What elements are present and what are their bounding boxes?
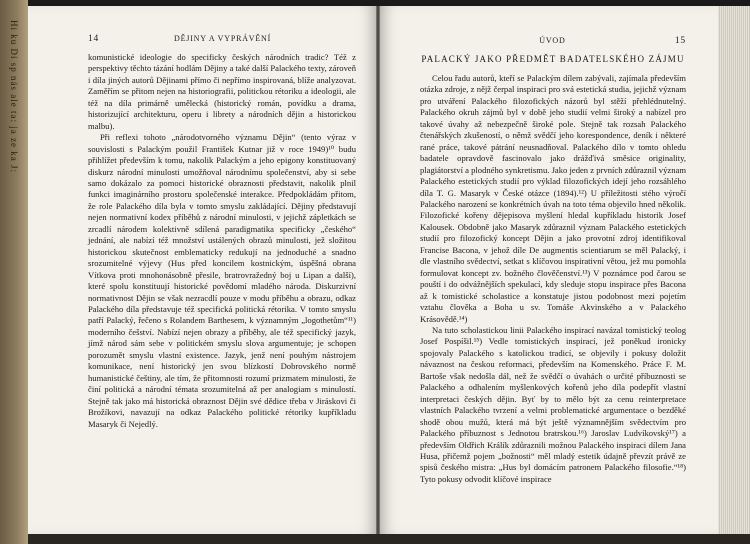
left-page-number: 14 — [88, 34, 100, 44]
right-paragraph-1: Celou řadu autorů, kteří se Palackým dílem zabývali, zajímala především otázka zdroje, z nějž čerpal inspiraci pro svá estetická studia, jejichž význam pro utváření Palackého filozofických názorů byl stěží přehlédnutelný. Palackého okruh zájmů byl v době jeho studií velmi široký a nabízel pro takové úvahy až nebezpečně široké pole. Stejně tak rozsah Palackého čtenářských zkušeností, o němž svědčí jeho korespondence, deník i některé rané práce, takové pátrání neusnadňoval. Palackého dílo v tomto ohledu badatele opravdově fascinovalo jako drážďivá směsice originality, plagiátorství a plodného synkretismu. Jako jeden z prvních zdůraznil význam Palackého estetických studií pro výklad filozofických idejí jeho rozsáhlého díla T. G. Masaryk v České otázce (1894).¹²) U příležitosti stého výročí Palackého narození se konkrétních úvah na toto téma objevilo hned několik. Filozofické kořeny dějepisova myšlení hledal kupříkladu historik Josef Kalousek. Obdobně jako Masaryk zdůraznil význam Palackého estetických studií pro filozofický koncept Dějin a jako provotní zdroj identifikoval Francise Bacona, v jehož díle De augmentis scientiarum se měl Palacký, i dle vlastního svědectví, setkat s klíčovou inspirativní větou, jež mu pomohla formulovat koncept zv. božného člověčenství.¹³) V poznámce pod čarou se pouští i do odvážnějších spekulací, kdy sleduje stopu inspirace přes Bacona až k tomistické scholastice a konstatuje jistou podobnost mezi pojetím vztahu člověka a Boha u sv. Tomáše Akvinského a v Palackého Krásovědě.¹⁴) — [420, 73, 686, 324]
left-paragraph-1: komunistické ideologie do specificky českých národních tradic? Též z perspektivy těchto tázání hodlám Dějiny a také další Palackého texty, zároveň i díla jiných autorů Dějinami přímo či nepřímo inspirovaná, blíže analyzovat. Zaměřím se přitom nejen na historiografii, politickou rétoriku a ideologii, ale též na díla primárně umělecká (historický román, povídku a drama, historizující architekturu, operu i librety a národních dějin a historickou malbu). — [88, 52, 356, 131]
book-spine-edge — [0, 0, 28, 544]
chapter-title: PALACKÝ JAKO PŘEDMĚT BADATELSKÉHO ZÁJMU — [421, 54, 685, 64]
right-page — [380, 6, 718, 534]
right-page-header — [420, 36, 686, 46]
book-bottom-edge — [28, 534, 750, 544]
right-page-number: 15 — [674, 36, 686, 46]
right-running-head: ÚVOD — [539, 36, 566, 45]
left-running-head: DĚJINY A VYPRÁVĚNÍ — [174, 34, 272, 43]
spine-text: Hi ku Di sp nás ale ta: ja ze ka J: — [9, 20, 19, 173]
left-paragraph-2: Při reflexi tohoto „národotvorného významu Dějin“ (tento výraz v souvislosti s Palackým použil František Kutnar již v roce 1949)¹⁰ budu přihlížet především k tomu, nakolik Palackým a jeho epigony konstituovaný diskurz národní minulosti umožňoval národnímu společenství, aby si sebe samo dokázalo za pomoci historické obraznosti představit, nakolik plnil funkci imaginárního prostoru společenské interakce. Předpokládám přitom, že role Palackého díla byla v tomto smyslu zakládající. Dějiny představují nejen normativní kodex příběhů z národní minulosti, v jejichž zápletkách se zrcadlí národem kolektivně sdílená paradigmatika specificky „českého“ jednání, ale nabízí též množství ustálených obrazů minulosti, jež složitou historickou skutečnost emblematicky redukují na jednoduché a snadno srozumitelné výjevy (Hus před koncilem kostnickým, úspěšná obrana Vítkova proti mnohonásobně přesile, bratrovražedný boj u Lipan a další), které spolu konstituují historické povědomí mladého národa. Diskurzivní normativnost Dějin se však nezracdlí pouze v modu příběhu a obrazu, odkaz Palackého díla představuje též specifická politická rétorika. V tomto smyslu patří Palacký, řečeno s Rolandem Barthesem, k významným „logothetům“¹¹) moderního češství. Nabízí nejen obrazy a příběhy, ale též specifický jazyk, jímž národ sám sebe v politickém smyslu slova argumentuje; je schopen porozumět smyslu vlastní existence. Jazyk, jenž není pouhým nástrojem komunikace, není historický jen svou blízkostí Dobrovského normě humanistické češtiny, ale tím, že přitomnosti rozumí prizmatem minulosti, že činí politická a národní témata srozumitelná až per analogiam s minulostí. Stejně tak jako má historická obraznost Dějin své dědice třeba v Jiráskovi či Brožíkovi, navazují na odkaz Palackého politické rétoriky kupříkladu Masaryk či Nejedlý. — [88, 132, 356, 429]
left-page — [28, 6, 376, 534]
left-page-header — [88, 34, 356, 44]
right-paragraph-2: Na tuto scholastickou linii Palackého inspirací navázal tomistický teolog Josef Pospíšil.¹⁵) Vedle tomistických inspirací, jež poněkud ironicky spojovaly Palackého s katolickou tradicí, se objevily i pokusy doložit návaznost na českou reformaci, především na Komenského. Práce F. M. Bartoše však nedošla dál, než že svědčí o úvahách o určité příbuznosti se Palackého a odhalením myšlenkových kořenů jeho díla podepřít vlastní interpretaci českých dějin. Byť by to mělo být za cenu reinterpretace vlastních Palackého tvrzení a velmi problematické argumentace o bezděké shodě obou mužů, která má být ještě významnějším svědectvím pro Palackého příbuznost s Jednotou bratrskou.¹⁶) Jaroslav Ludvíkovský¹⁷) a především Oldřich Králík zdůraznili možnou Palackého inspiraci dílem Jana Husa, přičemž pojem „božnosti“ měl mladý estetik údajně převzít právě ze spisů českého mistra: „Hus byl domácím patronem Palackého filosofie.“¹⁸) Tyto pokusy odvodit klíčové inspirace — [420, 324, 686, 484]
page-stack-edge — [718, 6, 750, 534]
